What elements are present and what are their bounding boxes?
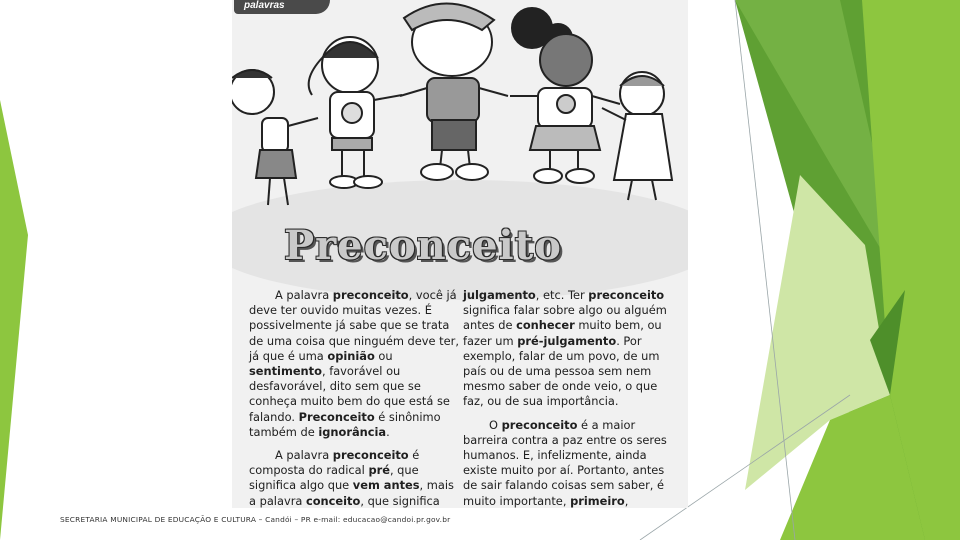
text-run: , que significa bbox=[360, 493, 440, 508]
child-figure bbox=[309, 37, 402, 188]
bold-term: Preconceito bbox=[298, 409, 375, 424]
bold-term: vem antes bbox=[352, 478, 420, 493]
text-run: , que significa algo que bbox=[249, 463, 419, 493]
bold-term: julgamento bbox=[463, 288, 536, 302]
article-left-column bbox=[249, 288, 461, 508]
bold-term: preconceito bbox=[332, 288, 409, 302]
text-run: , etc. Ter bbox=[535, 288, 589, 302]
text-run: significa falar sobre algo ou alguém antes de bbox=[463, 303, 667, 333]
bold-term: pré bbox=[368, 463, 390, 478]
text-run: , mais a palavra bbox=[249, 478, 454, 508]
footer-text: SECRETARIA MUNICIPAL DE EDUCAÇÃO E CULTURA – Candói – PR e-mail: educacao@candoi.pr.gov.br bbox=[60, 515, 451, 524]
text-run: A palavra bbox=[275, 288, 333, 302]
scanned-page-image bbox=[232, 0, 688, 508]
bold-term: preconceito bbox=[588, 288, 665, 302]
text-run: A palavra bbox=[275, 448, 333, 463]
bold-term: opinião bbox=[327, 348, 375, 363]
bold-term: preconceito bbox=[332, 448, 409, 463]
article-paragraph bbox=[463, 418, 681, 508]
text-run: . bbox=[386, 424, 390, 439]
bold-term: ignorância bbox=[318, 424, 387, 439]
text-run: é composta do radical bbox=[249, 448, 420, 478]
article-right-column bbox=[463, 288, 681, 508]
bold-term: sentimento bbox=[249, 364, 322, 379]
bold-term: preconceito bbox=[501, 417, 578, 432]
text-run: , favorável ou desfavorável, dito sem que se conheça muito bem do que está se falando. bbox=[249, 364, 450, 424]
bold-term: conhecer bbox=[516, 318, 575, 333]
text-run: , você já deve ter ouvido muitas vezes. É possivelmente já sabe que se trata de uma coisa que ninguém deve ter, já que é uma bbox=[249, 288, 459, 363]
bold-term: pré-julgamento bbox=[517, 333, 617, 348]
article-title: Preconceito bbox=[284, 222, 562, 269]
children-holding-hands-illustration bbox=[232, 0, 688, 230]
article-paragraph bbox=[249, 448, 461, 508]
text-run: , bbox=[624, 493, 629, 508]
text-run: . Por exemplo, falar de um povo, de um país ou de uma pessoa sem nem mesmo saber de onde veio, o que faz, ou de sua importância. bbox=[463, 333, 660, 409]
bold-term: primeiro bbox=[570, 493, 625, 508]
child-figure bbox=[602, 72, 672, 200]
article-paragraph bbox=[463, 288, 681, 410]
text-run: é sinônimo também de bbox=[249, 409, 441, 439]
child-figure bbox=[232, 70, 318, 205]
child-figure bbox=[400, 3, 508, 180]
text-run: O bbox=[489, 417, 502, 432]
bold-term: conceito bbox=[305, 493, 361, 508]
text-run: é a maior barreira contra a paz entre os seres humanos. E, infelizmente, ainda existe muito por aí. Portanto, antes de sair falando coisas sem saber, é muito importante, bbox=[463, 417, 667, 508]
palavras-badge: palavras bbox=[234, 0, 330, 14]
child-figure bbox=[510, 8, 620, 183]
article-paragraph bbox=[249, 288, 461, 440]
text-run: muito bem, ou fazer um bbox=[463, 318, 662, 348]
left-green-strip bbox=[0, 100, 28, 540]
text-run: ou bbox=[374, 348, 393, 363]
